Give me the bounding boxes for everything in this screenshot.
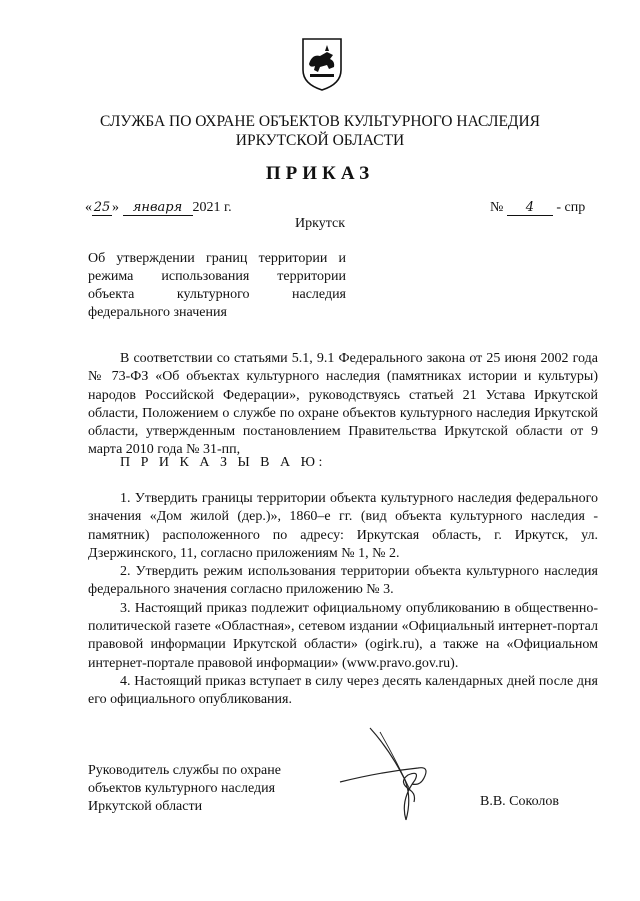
number-value: 4 bbox=[507, 200, 553, 216]
order-number bbox=[490, 200, 585, 216]
date-month: января bbox=[123, 200, 193, 216]
handwritten-signature bbox=[320, 720, 480, 830]
order-item-1: 1. Утвердить границы территории объекта культурного наследия федерального значения «Дом жилой (дер.)», 1860–е гг. (вид объекта культурного наследия - памятник) расположенного по адресу: Иркутская область, г. Иркутск, ул. Дзержинского, 11, согласно приложениям № 1, № 2. bbox=[88, 491, 598, 561]
date-day: 25 bbox=[93, 200, 111, 215]
date-year: 2021 г. bbox=[192, 200, 232, 215]
coat-of-arms-emblem bbox=[300, 36, 344, 92]
number-prefix: № bbox=[490, 200, 504, 215]
order-word: П Р И К А З Ы В А Ю: bbox=[120, 455, 326, 470]
preamble-text: В соответствии со статьями 5.1, 9.1 Федерального закона от 25 июня 2002 года № 73-ФЗ «Об объектах культурного наследия (памятниках истории и культуры) народов Российской Федерации», руководствуясь статьей 21 Устава Иркутской области, Положением о службе по охране объектов культурного наследия Иркутской области, утвержденным постановлением Правительства Иркутской области от 9 марта 2010 года № 31-пп, bbox=[88, 351, 598, 458]
order-item-3: 3. Настоящий приказ подлежит официальному опубликованию в общественно-политической газете «Областная», сетевом издании «Официальный интернет-портал правовой информации Иркутской области» (ogirk.ru), а также на «Официальном интернет-портале правовой информации» (www.pravo.gov.ru). bbox=[88, 600, 598, 671]
signer-position-line3: Иркутской области bbox=[88, 799, 203, 814]
signer-position-line1: Руководитель службы по охране bbox=[88, 763, 281, 778]
order-date: « 25 » января 2021 г. bbox=[85, 200, 232, 215]
signer-position-line2: объектов культурного наследия bbox=[88, 781, 276, 796]
agency-name-line1: СЛУЖБА ПО ОХРАНЕ ОБЪЕКТОВ КУЛЬТУРНОГО НАСЛЕДИЯ bbox=[99, 113, 541, 130]
order-subject: Об утверждении границ территории и режима использования территории объекта культурного наследия федерального значения bbox=[88, 251, 346, 320]
order-item-2: 2. Утвердить режим использования территории объекта культурного наследия федерального значения согласно приложению № 3. bbox=[88, 564, 598, 598]
signer-name: В.В. Соколов bbox=[480, 794, 560, 809]
number-suffix: - спр bbox=[556, 200, 586, 215]
preamble bbox=[88, 350, 598, 460]
agency-name-line2: ИРКУТСКОЙ ОБЛАСТИ bbox=[235, 132, 405, 149]
order-items bbox=[88, 490, 598, 710]
order-item-4: 4. Настоящий приказ вступает в силу через десять календарных дней после дня его официального опубликования. bbox=[88, 673, 598, 708]
signer-position bbox=[88, 762, 328, 816]
city: Иркутск bbox=[294, 216, 346, 231]
document-type-title: ПРИКАЗ bbox=[265, 163, 375, 184]
